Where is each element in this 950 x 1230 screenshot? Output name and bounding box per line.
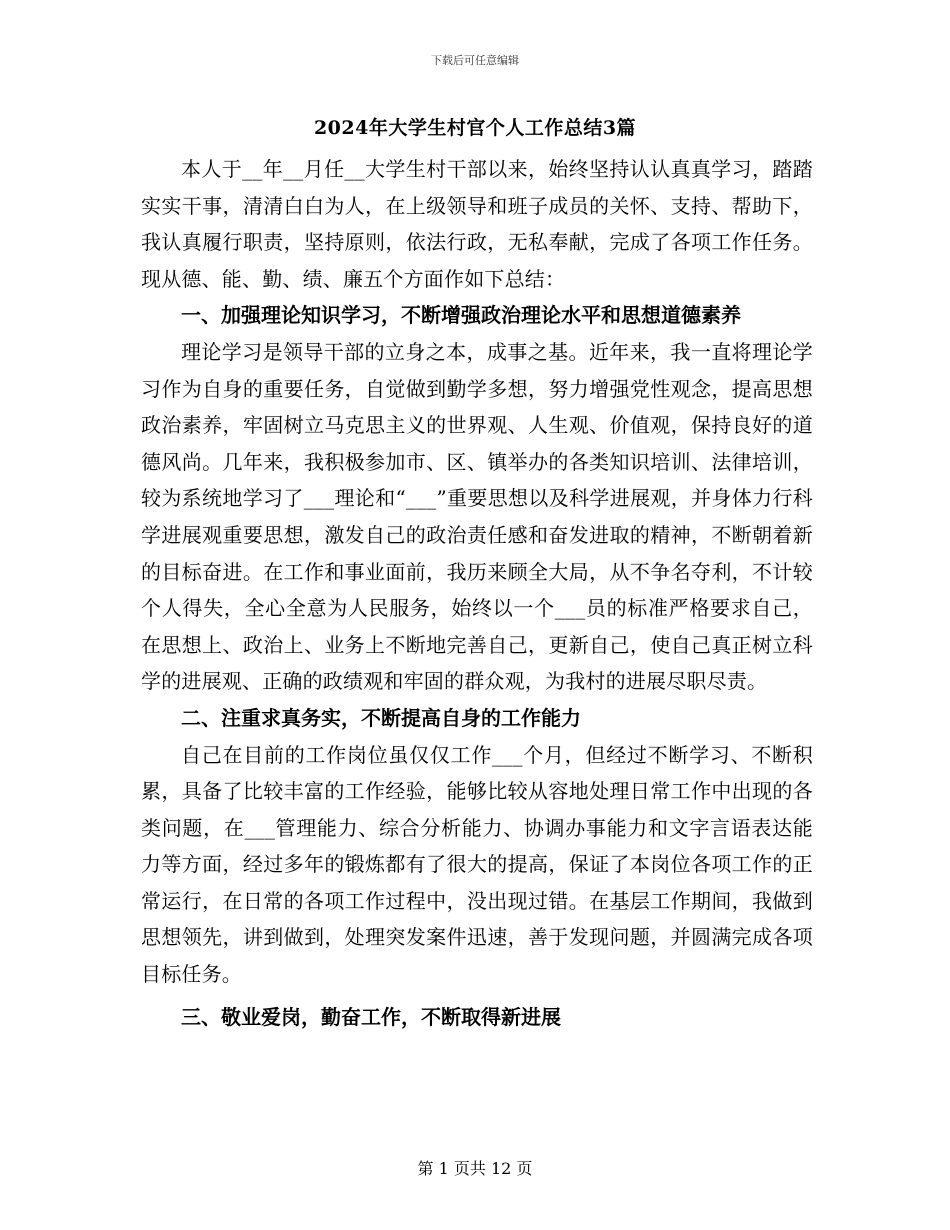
section-2-heading: 二、注重求真务实，不断提高自身的工作能力 bbox=[181, 705, 581, 730]
document-body bbox=[141, 151, 813, 1035]
page-header-note: 下载后可任意编辑 bbox=[431, 54, 519, 67]
section-3-heading: 三、敬业爱岗，勤奋工作，不断取得新进展 bbox=[181, 1004, 561, 1029]
section-2-paragraph: 自己在目前的工作岗位虽仅仅工作___个月，但经过不断学习、不断积累，具备了比较丰富的工作经验，能够比较从容地处理日常工作中出现的各类问题，在___管理能力、综合分析能力、协调办事能力和文字言语表达能力等方面，经过多年的锻炼都有了很大的提高，保证了本岗位各项工作的正常运行，在日常的各项工作过程中，没出现过错。在基层工作期间，我做到思想领先，讲到做到，处理突发案件迅速，善于发现问题，并圆满完成各项目标任务。 bbox=[141, 742, 813, 987]
document-title: 2024年大学生村官个人工作总结3篇 bbox=[313, 117, 637, 139]
section-1-paragraph: 理论学习是领导干部的立身之本，成事之基。近年来，我一直将理论学习作为自身的重要任务，自觉做到勤学多想，努力增强党性观念，提高思想政治素养，牢固树立马克思主义的世界观、人生观、价值观，保持良好的道德风尚。几年来，我积极参加市、区、镇举办的各类知识培训、法律培训，较为系统地学习了___理论和“___”重要思想以及科学进展观，并身体力行科学进展观重要思想，激发自己的政治责任感和奋发进取的精神，不断朝着新的目标奋进。在工作和事业面前，我历来顾全大局，从不争名夺利，不计较个人得失，全心全意为人民服务，始终以一个___员的标准严格要求自己，在思想上、政治上、业务上不断地完善自己，更新自己，使自己真正树立科学的进展观、正确的政绩观和牢固的群众观，为我村的进展尽职尽责。 bbox=[141, 339, 813, 694]
intro-paragraph: 本人于__年__月任__大学生村干部以来，始终坚持认认真真学习，踏踏实实干事，清清白白为人，在上级领导和班子成员的关怀、支持、帮助下，我认真履行职责，坚持原则，依法行政，无私奉献，完成了各项工作任务。现从德、能、勤、绩、廉五个方面作如下总结： bbox=[141, 157, 813, 291]
section-1-heading: 一、加强理论知识学习，不断增强政治理论水平和思想道德素养 bbox=[181, 303, 741, 328]
page-number: 第 1 页共 12 页 bbox=[417, 1159, 533, 1178]
